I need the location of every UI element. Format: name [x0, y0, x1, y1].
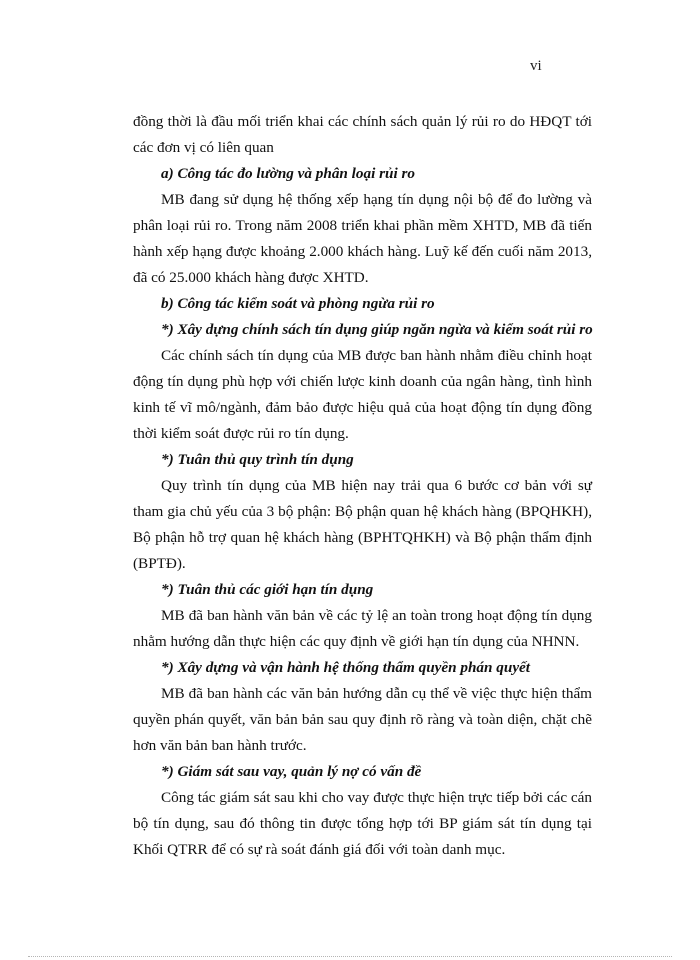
paragraph-post-loan-monitoring: Công tác giám sát sau khi cho vay được thực hiện trực tiếp bởi các cán bộ tín dụng, sau đó thông tin được tổng hợp tới BP giám sát tín dụng tại Khối QTRR để có sự rà soát đánh giá đối với toàn danh mục.: [133, 789, 592, 858]
subheading-credit-policy: *) Xây dựng chính sách tín dụng giúp ngăn ngừa và kiểm soát rủi ro: [161, 321, 593, 338]
subheading-authority-system: *) Xây dựng và vận hành hệ thống thẩm quyền phán quyết: [161, 659, 531, 676]
paragraph-credit-policy: Các chính sách tín dụng của MB được ban hành nhằm điều chỉnh hoạt động tín dụng phù hợp với chiến lược kinh doanh của ngân hàng, tình hình kinh tế vĩ mô/ngành, đảm bảo được hiệu quả của hoạt động tín dụng đồng thời kiểm soát được rủi ro tín dụng.: [133, 347, 592, 442]
page-number: vi: [530, 58, 542, 74]
paragraph-credit-process: Quy trình tín dụng của MB hiện nay trải qua 6 bước cơ bản với sự tham gia chủ yếu của 3 bộ phận: Bộ phận quan hệ khách hàng (BPQHKH), Bộ phận hỗ trợ quan hệ khách hàng (BPHTQHKH) và Bộ phận thẩm định (BPTĐ).: [133, 477, 592, 572]
subheading-post-loan-monitoring: *) Giám sát sau vay, quản lý nợ có vấn đề: [161, 763, 422, 780]
subheading-credit-limits: *) Tuân thủ các giới hạn tín dụng: [161, 581, 374, 598]
document-body: [133, 109, 592, 863]
heading-b: b) Công tác kiểm soát và phòng ngừa rủi ro: [161, 295, 435, 312]
page-bottom-divider: [28, 956, 672, 957]
paragraph-a: MB đang sử dụng hệ thống xếp hạng tín dụng nội bộ để đo lường và phân loại rủi ro. Trong năm 2008 triển khai phần mềm XHTD, MB đã tiến hành xếp hạng được khoảng 2.000 khách hàng. Luỹ kế đến cuối năm 2013, đã có 25.000 khách hàng được XHTD.: [133, 191, 592, 286]
paragraph-authority-system: MB đã ban hành các văn bản hướng dẫn cụ thể về việc thực hiện thẩm quyền phán quyết, văn bản bản sau quy định rõ ràng và toàn diện, chặt chẽ hơn văn bản ban hành trước.: [133, 685, 592, 754]
heading-a: a) Công tác đo lường và phân loại rủi ro: [161, 165, 415, 182]
paragraph-credit-limits: MB đã ban hành văn bản về các tỷ lệ an toàn trong hoạt động tín dụng nhằm hướng dẫn thực hiện các quy định về giới hạn tín dụng của NHNN.: [133, 607, 592, 650]
subheading-credit-process: *) Tuân thủ quy trình tín dụng: [161, 451, 354, 468]
paragraph-intro: đồng thời là đầu mối triển khai các chính sách quản lý rủi ro do HĐQT tới các đơn vị có liên quan: [133, 113, 592, 156]
